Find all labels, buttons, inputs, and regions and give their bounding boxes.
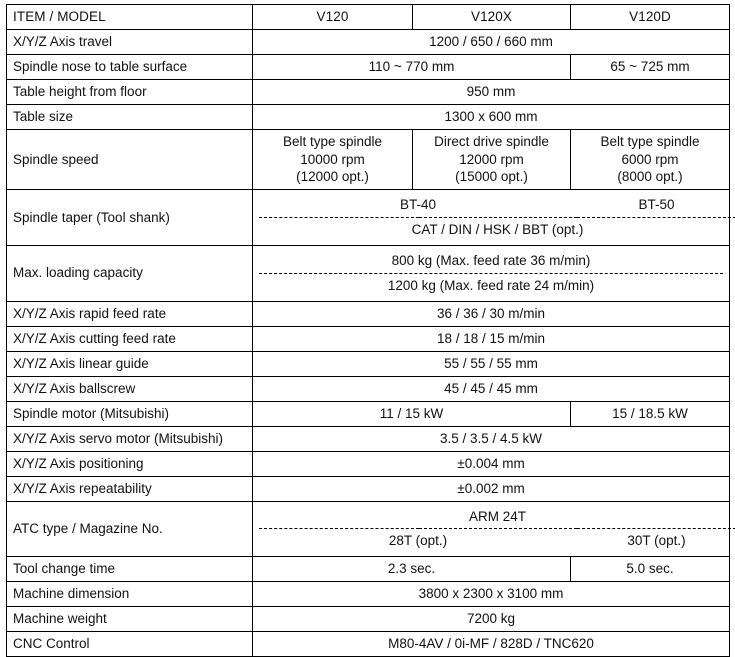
spindle-speed-v120x-rpm: 12000 rpm: [459, 151, 524, 167]
table-row: [7, 351, 730, 376]
spindle-taper-standard-row: [259, 193, 735, 217]
row-value-all: 3800 x 2300 x 3100 mm: [253, 582, 730, 607]
atc-option-v120-v120x: 28T (opt.): [259, 529, 577, 553]
row-value-v120-v120x: 11 / 15 kW: [253, 401, 571, 426]
header-model-v120: V120: [253, 5, 413, 30]
table-row: [7, 632, 730, 657]
row-value-all: 3.5 / 3.5 / 4.5 kW: [253, 426, 730, 451]
table-row: [7, 129, 730, 189]
row-label: Spindle motor (Mitsubishi): [7, 401, 253, 426]
table-row: [7, 104, 730, 129]
row-value-all: 45 / 45 / 45 mm: [253, 376, 730, 401]
loading-capacity-1200: 1200 kg (Max. feed rate 24 m/min): [259, 273, 723, 297]
atc-option-row: [259, 529, 735, 553]
row-value-v120d: 15 / 18.5 kW: [571, 401, 730, 426]
header-model-v120x: V120X: [413, 5, 571, 30]
table-row: [7, 79, 730, 104]
row-label: X/Y/Z Axis repeatability: [7, 476, 253, 501]
header-item-model: ITEM / MODEL: [7, 5, 253, 30]
specification-table: [6, 4, 730, 657]
table-row: [7, 326, 730, 351]
table-row: [7, 451, 730, 476]
table-row: [7, 501, 730, 557]
row-value-all: 1300 x 600 mm: [253, 104, 730, 129]
atc-standard: ARM 24T: [468, 508, 526, 524]
row-label: X/Y/Z Axis ballscrew: [7, 376, 253, 401]
row-value-all: ±0.004 mm: [253, 451, 730, 476]
loading-capacity-row-800: [259, 249, 723, 273]
row-label: X/Y/Z Axis servo motor (Mitsubishi): [7, 426, 253, 451]
table-row: [7, 401, 730, 426]
row-label: X/Y/Z Axis cutting feed rate: [7, 326, 253, 351]
table-row: [7, 190, 730, 246]
spindle-speed-v120-option: (12000 opt.): [296, 169, 369, 185]
loading-capacity-row-1200: [259, 273, 723, 297]
spindle-taper-option-row: [259, 218, 735, 242]
row-value-v120d: [571, 129, 730, 189]
row-value-split: [253, 245, 730, 301]
header-model-v120d: V120D: [571, 5, 730, 30]
spindle-speed-v120x-type: Direct drive spindle: [434, 133, 549, 149]
row-label: Table height from floor: [7, 79, 253, 104]
spindle-taper-subtable: [259, 193, 735, 242]
table-row: [7, 557, 730, 582]
spindle-speed-v120-rpm: 10000 rpm: [300, 151, 365, 167]
row-value-v120-v120x: 2.3 sec.: [253, 557, 571, 582]
table-header: [7, 5, 730, 30]
row-value-all: 18 / 18 / 15 m/min: [253, 326, 730, 351]
row-value-split: [253, 190, 730, 246]
atc-option-v120d: 30T (opt.): [577, 529, 735, 553]
row-label: X/Y/Z Axis travel: [7, 29, 253, 54]
loading-capacity-800: 800 kg (Max. feed rate 36 m/min): [391, 252, 591, 268]
row-value-all: 55 / 55 / 55 mm: [253, 351, 730, 376]
row-label: Machine dimension: [7, 582, 253, 607]
row-value-all: ±0.002 mm: [253, 476, 730, 501]
row-label: Spindle nose to table surface: [7, 54, 253, 79]
row-value-v120d: 5.0 sec.: [571, 557, 730, 582]
row-value-all: 950 mm: [253, 79, 730, 104]
row-value-split: [253, 501, 730, 557]
table-row: [7, 376, 730, 401]
spindle-taper-v120d: BT-50: [638, 197, 675, 213]
table-row: [7, 29, 730, 54]
row-label: Spindle speed: [7, 129, 253, 189]
row-label: Spindle taper (Tool shank): [7, 190, 253, 246]
spindle-speed-v120x-option: (15000 opt.): [455, 169, 528, 185]
table-row: [7, 301, 730, 326]
loading-capacity-subtable: [259, 249, 723, 298]
table-row: [7, 245, 730, 301]
spindle-speed-v120d-type: Belt type spindle: [600, 133, 700, 149]
row-label: Tool change time: [7, 557, 253, 582]
spindle-speed-v120-type: Belt type spindle: [282, 133, 383, 149]
row-label: X/Y/Z Axis linear guide: [7, 351, 253, 376]
table-row: [7, 607, 730, 632]
atc-subtable: [259, 505, 735, 554]
row-value-v120d: 65 ~ 725 mm: [571, 54, 730, 79]
row-value-all: 36 / 36 / 30 m/min: [253, 301, 730, 326]
row-label: ATC type / Magazine No.: [7, 501, 253, 557]
row-value-all: 7200 kg: [253, 607, 730, 632]
row-label: X/Y/Z Axis positioning: [7, 451, 253, 476]
row-label: Max. loading capacity: [7, 245, 253, 301]
row-label: X/Y/Z Axis rapid feed rate: [7, 301, 253, 326]
row-label: Table size: [7, 104, 253, 129]
table-body: [7, 29, 730, 656]
spindle-speed-v120d-option: (8000 opt.): [617, 169, 683, 185]
row-label: CNC Control: [7, 632, 253, 657]
row-label: Machine weight: [7, 607, 253, 632]
row-value-v120x: [413, 129, 571, 189]
spindle-taper-v120-v120x: BT-40: [399, 197, 437, 213]
spindle-speed-v120d-rpm: 6000 rpm: [621, 151, 679, 167]
table-row: [7, 476, 730, 501]
row-value-all: M80-4AV / 0i-MF / 828D / TNC620: [253, 632, 730, 657]
row-value-v120-v120x: 110 ~ 770 mm: [253, 54, 571, 79]
spindle-taper-options: CAT / DIN / HSK / BBT (opt.): [259, 218, 735, 242]
atc-standard-row: [259, 505, 735, 529]
row-value-v120: [253, 129, 413, 189]
table-row: [7, 426, 730, 451]
table-row: [7, 582, 730, 607]
row-value-all: 1200 / 650 / 660 mm: [253, 29, 730, 54]
header-row: [7, 5, 730, 30]
table-row: [7, 54, 730, 79]
